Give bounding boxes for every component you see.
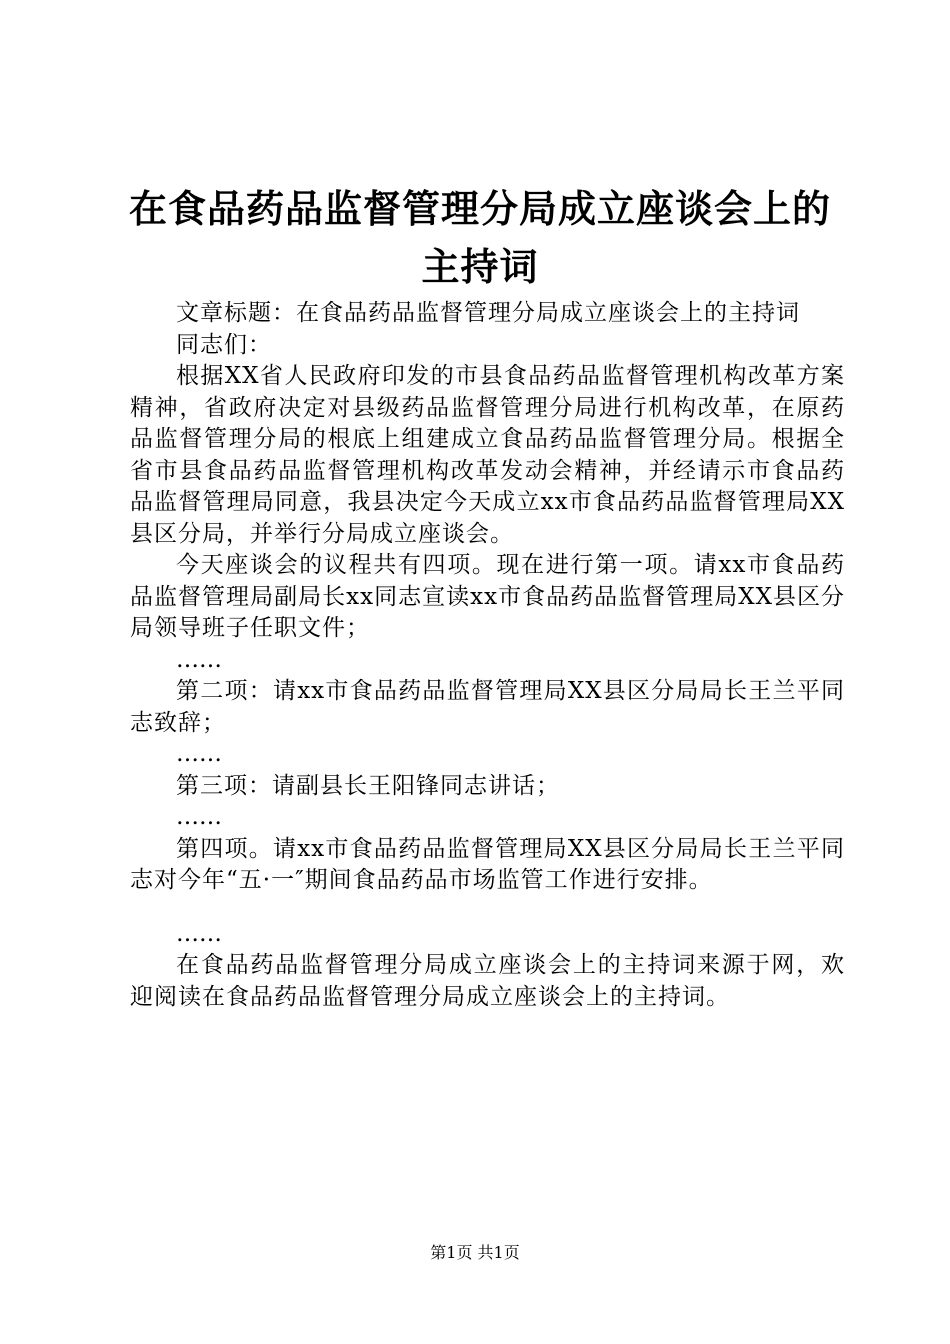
intro-paragraph: 根据XX省人民政府印发的市县食品药品监督管理机构改革方案精神，省政府决定对县级药品监督管理分局进行机构改革，在原药品监督管理分局的根底上组建成立食品药品监督管理分局。根据全省市县食品药品监督管理机构改革发动会精神，并经请示市食品药品监督管理局同意，我县决定今天成立xx市食品药品监督管理局XX县区分局，并举行分局成立座谈会。: [130, 363, 845, 547]
document-title: 在食品药品监督管理分局成立座谈会上的主持词: [128, 187, 831, 289]
ellipsis-1: ……: [176, 646, 222, 673]
ellipsis-2: ……: [176, 741, 222, 767]
paragraph-spacer: [130, 897, 845, 919]
agenda-item-1: 今天座谈会的议程共有四项。现在进行第一项。请xx市食品药品监督管理局副局长xx同志宣读xx市食品药品监督管理局XX县区分局领导班子任职文件；: [130, 552, 845, 641]
page-number-footer: 第1页 共1页: [430, 1243, 520, 1262]
ellipsis-4: ……: [176, 920, 222, 947]
article-title-line: 文章标题：在食品药品监督管理分局成立座谈会上的主持词: [176, 300, 800, 326]
salutation: 同志们：: [176, 331, 272, 358]
agenda-item-4: 第四项。请xx市食品药品监督管理局XX县区分局局长王兰平同志对今年“五·一″期间食品药品市场监管工作进行安排。: [130, 835, 845, 893]
agenda-item-2: 第二项：请xx市食品药品监督管理局XX县区分局局长王兰平同志致辞；: [130, 678, 845, 736]
ellipsis-3: ……: [176, 804, 222, 830]
document-body: [130, 298, 845, 1013]
agenda-item-3: 第三项：请副县长王阳锋同志讲话；: [176, 772, 560, 799]
closing-paragraph: 在食品药品监督管理分局成立座谈会上的主持词来源于网，欢迎阅读在食品药品监督管理分局成立座谈会上的主持词。: [130, 952, 845, 1010]
